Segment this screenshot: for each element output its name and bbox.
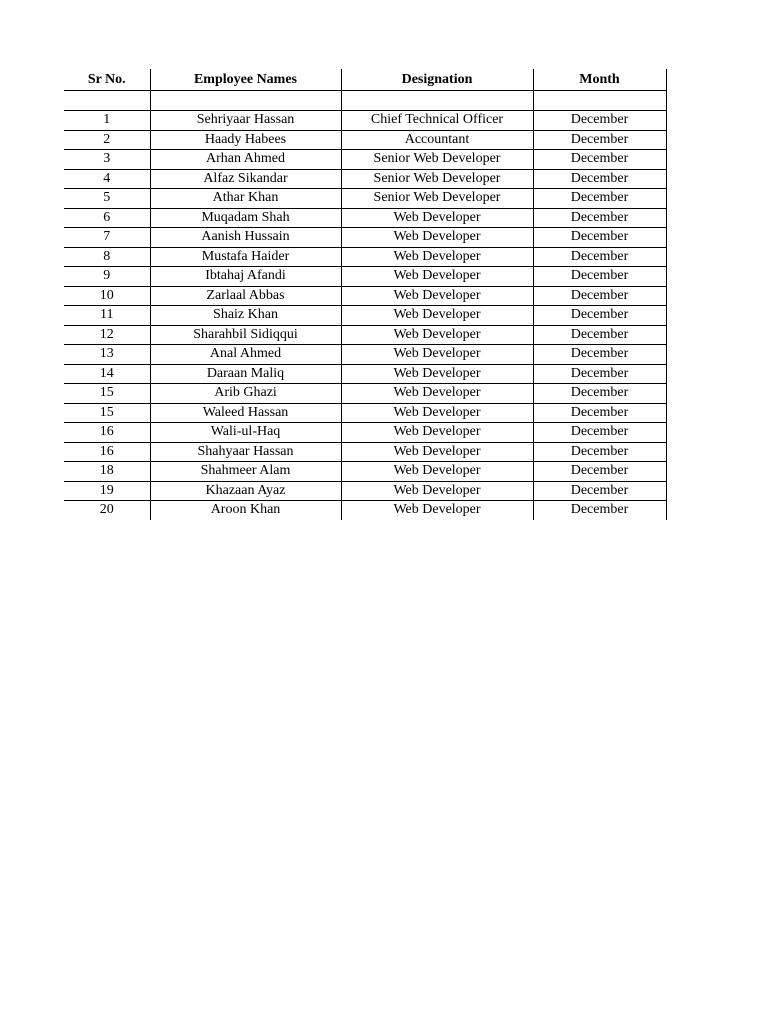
cell-sr-no: 5 (64, 189, 150, 209)
cell-sr-no: 3 (64, 150, 150, 170)
cell-month: December (533, 442, 666, 462)
cell-month: December (533, 208, 666, 228)
cell-sr-no: 18 (64, 462, 150, 482)
cell-month: December (533, 364, 666, 384)
cell-employee-name: Daraan Maliq (150, 364, 341, 384)
cell-month: December (533, 403, 666, 423)
cell-month: December (533, 345, 666, 365)
cell-sr-no: 1 (64, 111, 150, 131)
cell-employee-name: Mustafa Haider (150, 247, 341, 267)
table-row (64, 208, 666, 228)
table-row (64, 130, 666, 150)
cell-employee-name: Sehriyaar Hassan (150, 111, 341, 131)
cell-employee-name: Sharahbil Sidiqqui (150, 325, 341, 345)
cell-sr-no: 10 (64, 286, 150, 306)
cell-sr-no: 11 (64, 306, 150, 326)
cell-designation: Accountant (341, 130, 533, 150)
table-row (64, 325, 666, 345)
cell-employee-name: Waleed Hassan (150, 403, 341, 423)
cell-sr-no: 7 (64, 228, 150, 248)
cell-month: December (533, 169, 666, 189)
cell-designation: Web Developer (341, 501, 533, 520)
cell-employee-name: Alfaz Sikandar (150, 169, 341, 189)
spacer-cell (533, 91, 666, 111)
cell-month: December (533, 247, 666, 267)
cell-month: December (533, 130, 666, 150)
cell-month: December (533, 423, 666, 443)
table-header-row (64, 69, 666, 91)
cell-designation: Senior Web Developer (341, 169, 533, 189)
employee-table (64, 69, 667, 520)
cell-employee-name: Ibtahaj Afandi (150, 267, 341, 287)
cell-designation: Web Developer (341, 442, 533, 462)
cell-month: December (533, 462, 666, 482)
table-spacer-row (64, 91, 666, 111)
cell-sr-no: 4 (64, 169, 150, 189)
cell-employee-name: Zarlaal Abbas (150, 286, 341, 306)
spacer-cell (64, 91, 150, 111)
header-month: Month (533, 69, 666, 91)
employee-sheet (64, 69, 666, 520)
cell-month: December (533, 228, 666, 248)
cell-month: December (533, 286, 666, 306)
cell-employee-name: Shahmeer Alam (150, 462, 341, 482)
table-row (64, 442, 666, 462)
table-row (64, 403, 666, 423)
cell-sr-no: 12 (64, 325, 150, 345)
table-row (64, 345, 666, 365)
cell-designation: Web Developer (341, 208, 533, 228)
cell-month: December (533, 150, 666, 170)
table-row (64, 169, 666, 189)
cell-month: December (533, 384, 666, 404)
cell-employee-name: Arhan Ahmed (150, 150, 341, 170)
table-row (64, 228, 666, 248)
cell-designation: Web Developer (341, 267, 533, 287)
cell-sr-no: 13 (64, 345, 150, 365)
table-row (64, 247, 666, 267)
cell-sr-no: 6 (64, 208, 150, 228)
cell-month: December (533, 501, 666, 520)
cell-month: December (533, 111, 666, 131)
cell-employee-name: Khazaan Ayaz (150, 481, 341, 501)
cell-designation: Web Developer (341, 423, 533, 443)
cell-designation: Senior Web Developer (341, 189, 533, 209)
header-employee-names: Employee Names (150, 69, 341, 91)
table-row (64, 501, 666, 520)
table-row (64, 364, 666, 384)
spacer-cell (341, 91, 533, 111)
table-row (64, 189, 666, 209)
table-row (64, 423, 666, 443)
table-row (64, 111, 666, 131)
cell-month: December (533, 481, 666, 501)
table-row (64, 462, 666, 482)
spacer-cell (150, 91, 341, 111)
cell-designation: Web Developer (341, 345, 533, 365)
cell-sr-no: 16 (64, 442, 150, 462)
cell-employee-name: Shahyaar Hassan (150, 442, 341, 462)
cell-month: December (533, 267, 666, 287)
cell-designation: Chief Technical Officer (341, 111, 533, 131)
cell-employee-name: Athar Khan (150, 189, 341, 209)
cell-employee-name: Haady Habees (150, 130, 341, 150)
cell-employee-name: Aanish Hussain (150, 228, 341, 248)
cell-sr-no: 14 (64, 364, 150, 384)
table-row (64, 150, 666, 170)
cell-designation: Web Developer (341, 403, 533, 423)
cell-employee-name: Anal Ahmed (150, 345, 341, 365)
cell-sr-no: 16 (64, 423, 150, 443)
cell-designation: Web Developer (341, 325, 533, 345)
cell-employee-name: Muqadam Shah (150, 208, 341, 228)
cell-sr-no: 8 (64, 247, 150, 267)
table-body (64, 111, 666, 520)
cell-sr-no: 2 (64, 130, 150, 150)
header-designation: Designation (341, 69, 533, 91)
cell-designation: Senior Web Developer (341, 150, 533, 170)
table-row (64, 286, 666, 306)
cell-sr-no: 15 (64, 403, 150, 423)
table-row (64, 481, 666, 501)
cell-designation: Web Developer (341, 481, 533, 501)
cell-designation: Web Developer (341, 364, 533, 384)
cell-designation: Web Developer (341, 306, 533, 326)
header-sr-no: Sr No. (64, 69, 150, 91)
cell-designation: Web Developer (341, 228, 533, 248)
cell-employee-name: Aroon Khan (150, 501, 341, 520)
table-row (64, 384, 666, 404)
cell-designation: Web Developer (341, 462, 533, 482)
cell-month: December (533, 306, 666, 326)
cell-month: December (533, 189, 666, 209)
cell-employee-name: Wali-ul-Haq (150, 423, 341, 443)
cell-month: December (533, 325, 666, 345)
cell-employee-name: Arib Ghazi (150, 384, 341, 404)
cell-sr-no: 9 (64, 267, 150, 287)
table-row (64, 306, 666, 326)
cell-designation: Web Developer (341, 384, 533, 404)
table-row (64, 267, 666, 287)
cell-designation: Web Developer (341, 286, 533, 306)
cell-employee-name: Shaiz Khan (150, 306, 341, 326)
cell-sr-no: 20 (64, 501, 150, 520)
cell-sr-no: 19 (64, 481, 150, 501)
cell-sr-no: 15 (64, 384, 150, 404)
cell-designation: Web Developer (341, 247, 533, 267)
